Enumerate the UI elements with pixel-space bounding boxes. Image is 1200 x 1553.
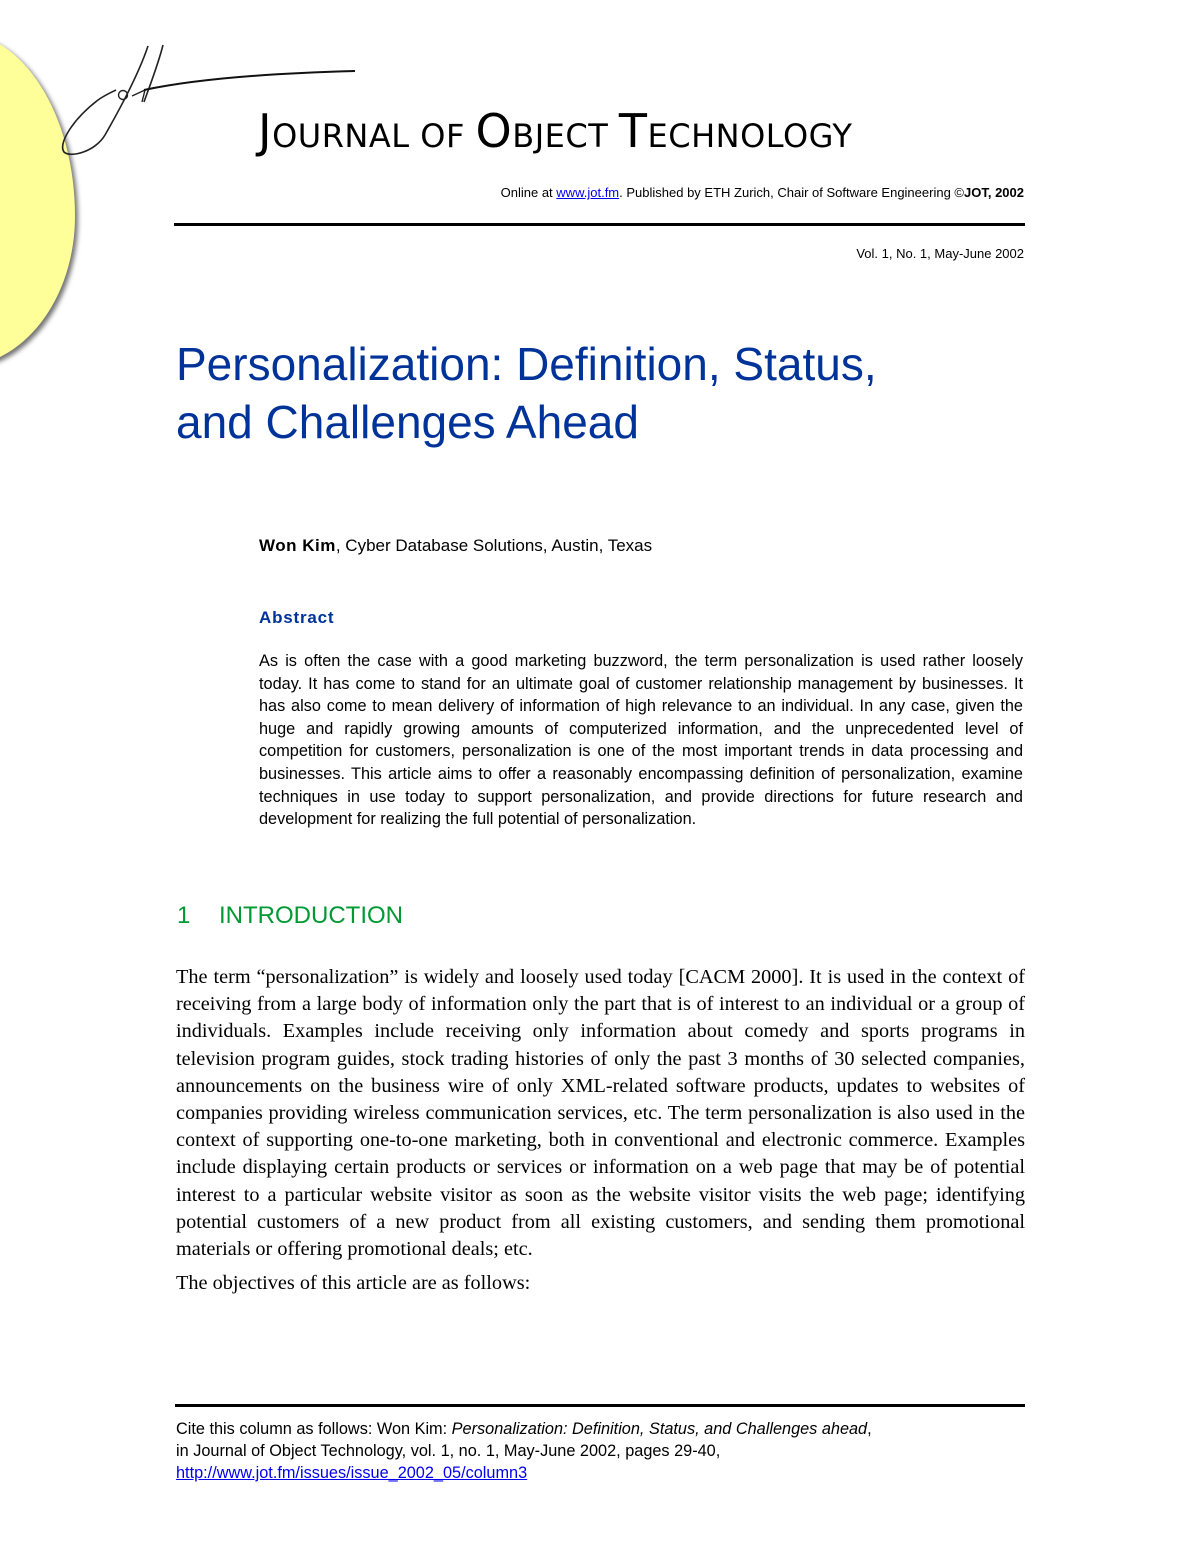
volume-info: Vol. 1, No. 1, May-June 2002 <box>856 246 1024 261</box>
cite-title: Personalization: Definition, Status, and Challenges ahead <box>451 1420 868 1438</box>
journal-website-link[interactable]: www.jot.fm <box>556 185 620 200</box>
publisher-text: . Published by ETH Zurich, Chair of Software Engineering © <box>619 185 964 200</box>
title-line-1: Personalization: Definition, Status, <box>176 338 877 390</box>
cite-prefix: Cite this column as follows: Won Kim: <box>176 1420 452 1438</box>
citation-url-link[interactable]: http://www.jot.fm/issues/issue_2002_05/column3 <box>176 1464 528 1482</box>
author-affiliation: , Cyber Database Solutions, Austin, Texas <box>335 536 653 555</box>
section-heading-introduction <box>177 902 403 930</box>
citation-line-1 <box>176 1418 1036 1440</box>
footer-divider <box>175 1404 1025 1407</box>
section-title: INTRODUCTION <box>219 902 403 929</box>
citation-line-3 <box>176 1462 1036 1484</box>
header-divider <box>174 223 1025 226</box>
author-name: Won Kim <box>259 536 336 555</box>
introduction-body <box>176 964 1025 1304</box>
abstract-heading: Abstract <box>259 608 335 627</box>
copyright-bold: JOT, 2002 <box>964 185 1024 200</box>
online-prefix: Online at <box>500 185 557 200</box>
paragraph: The objectives of this article are as follows: <box>176 1272 531 1295</box>
citation-block <box>176 1418 1036 1484</box>
journal-title: JOURNAL OF OBJECT TECHNOLOGY <box>258 104 853 158</box>
section-number: 1 <box>177 902 191 929</box>
paper-title <box>176 335 1056 451</box>
citation-line-2: in Journal of Object Technology, vol. 1, no. 1, May-June 2002, pages 29-40, <box>176 1442 721 1460</box>
paragraph: The term “personalization” is widely and loosely used today [CACM 2000]. It is used in the context of receiving from a large body of information only the part that is of interest to an individual or a group of individuals. Examples include receiving only information about comedy and sports programs in television program guides, stock trading histories of only the past 3 months of 30 selected companies, announcements on the business wire of only XML-related software products, updates to websites of companies providing wireless communication services, etc. The term personalization is also used in the context of supporting one-to-one marketing, both in conventional and electronic commerce. Examples include displaying certain products or services or information on a web page that may be of potential interest to a particular website visitor as soon as the website visitor visits the web page; identifying potential customers of a new product from all existing customers, and sending them promotional materials or offering promotional deals; etc. <box>176 966 1025 1261</box>
publication-info-line <box>501 185 1024 200</box>
title-line-2: and Challenges Ahead <box>176 396 639 448</box>
abstract-text: As is often the case with a good marketing buzzword, the term personalization is used rather loosely today. It has come to stand for an ultimate goal of customer relationship management by businesses. It has also come to mean delivery of information of high relevance to an individual. In any case, given the huge and rapidly growing amounts of computerized information, and the unprecedented level of competition for customers, personalization is one of the most important trends in data processing and businesses. This article aims to offer a reasonably encompassing definition of personalization, examine techniques in use today to support personalization, and provide directions for future research and development for realizing the full potential of personalization. <box>259 652 1023 829</box>
cite-comma: , <box>867 1420 872 1438</box>
author-line <box>259 536 652 556</box>
